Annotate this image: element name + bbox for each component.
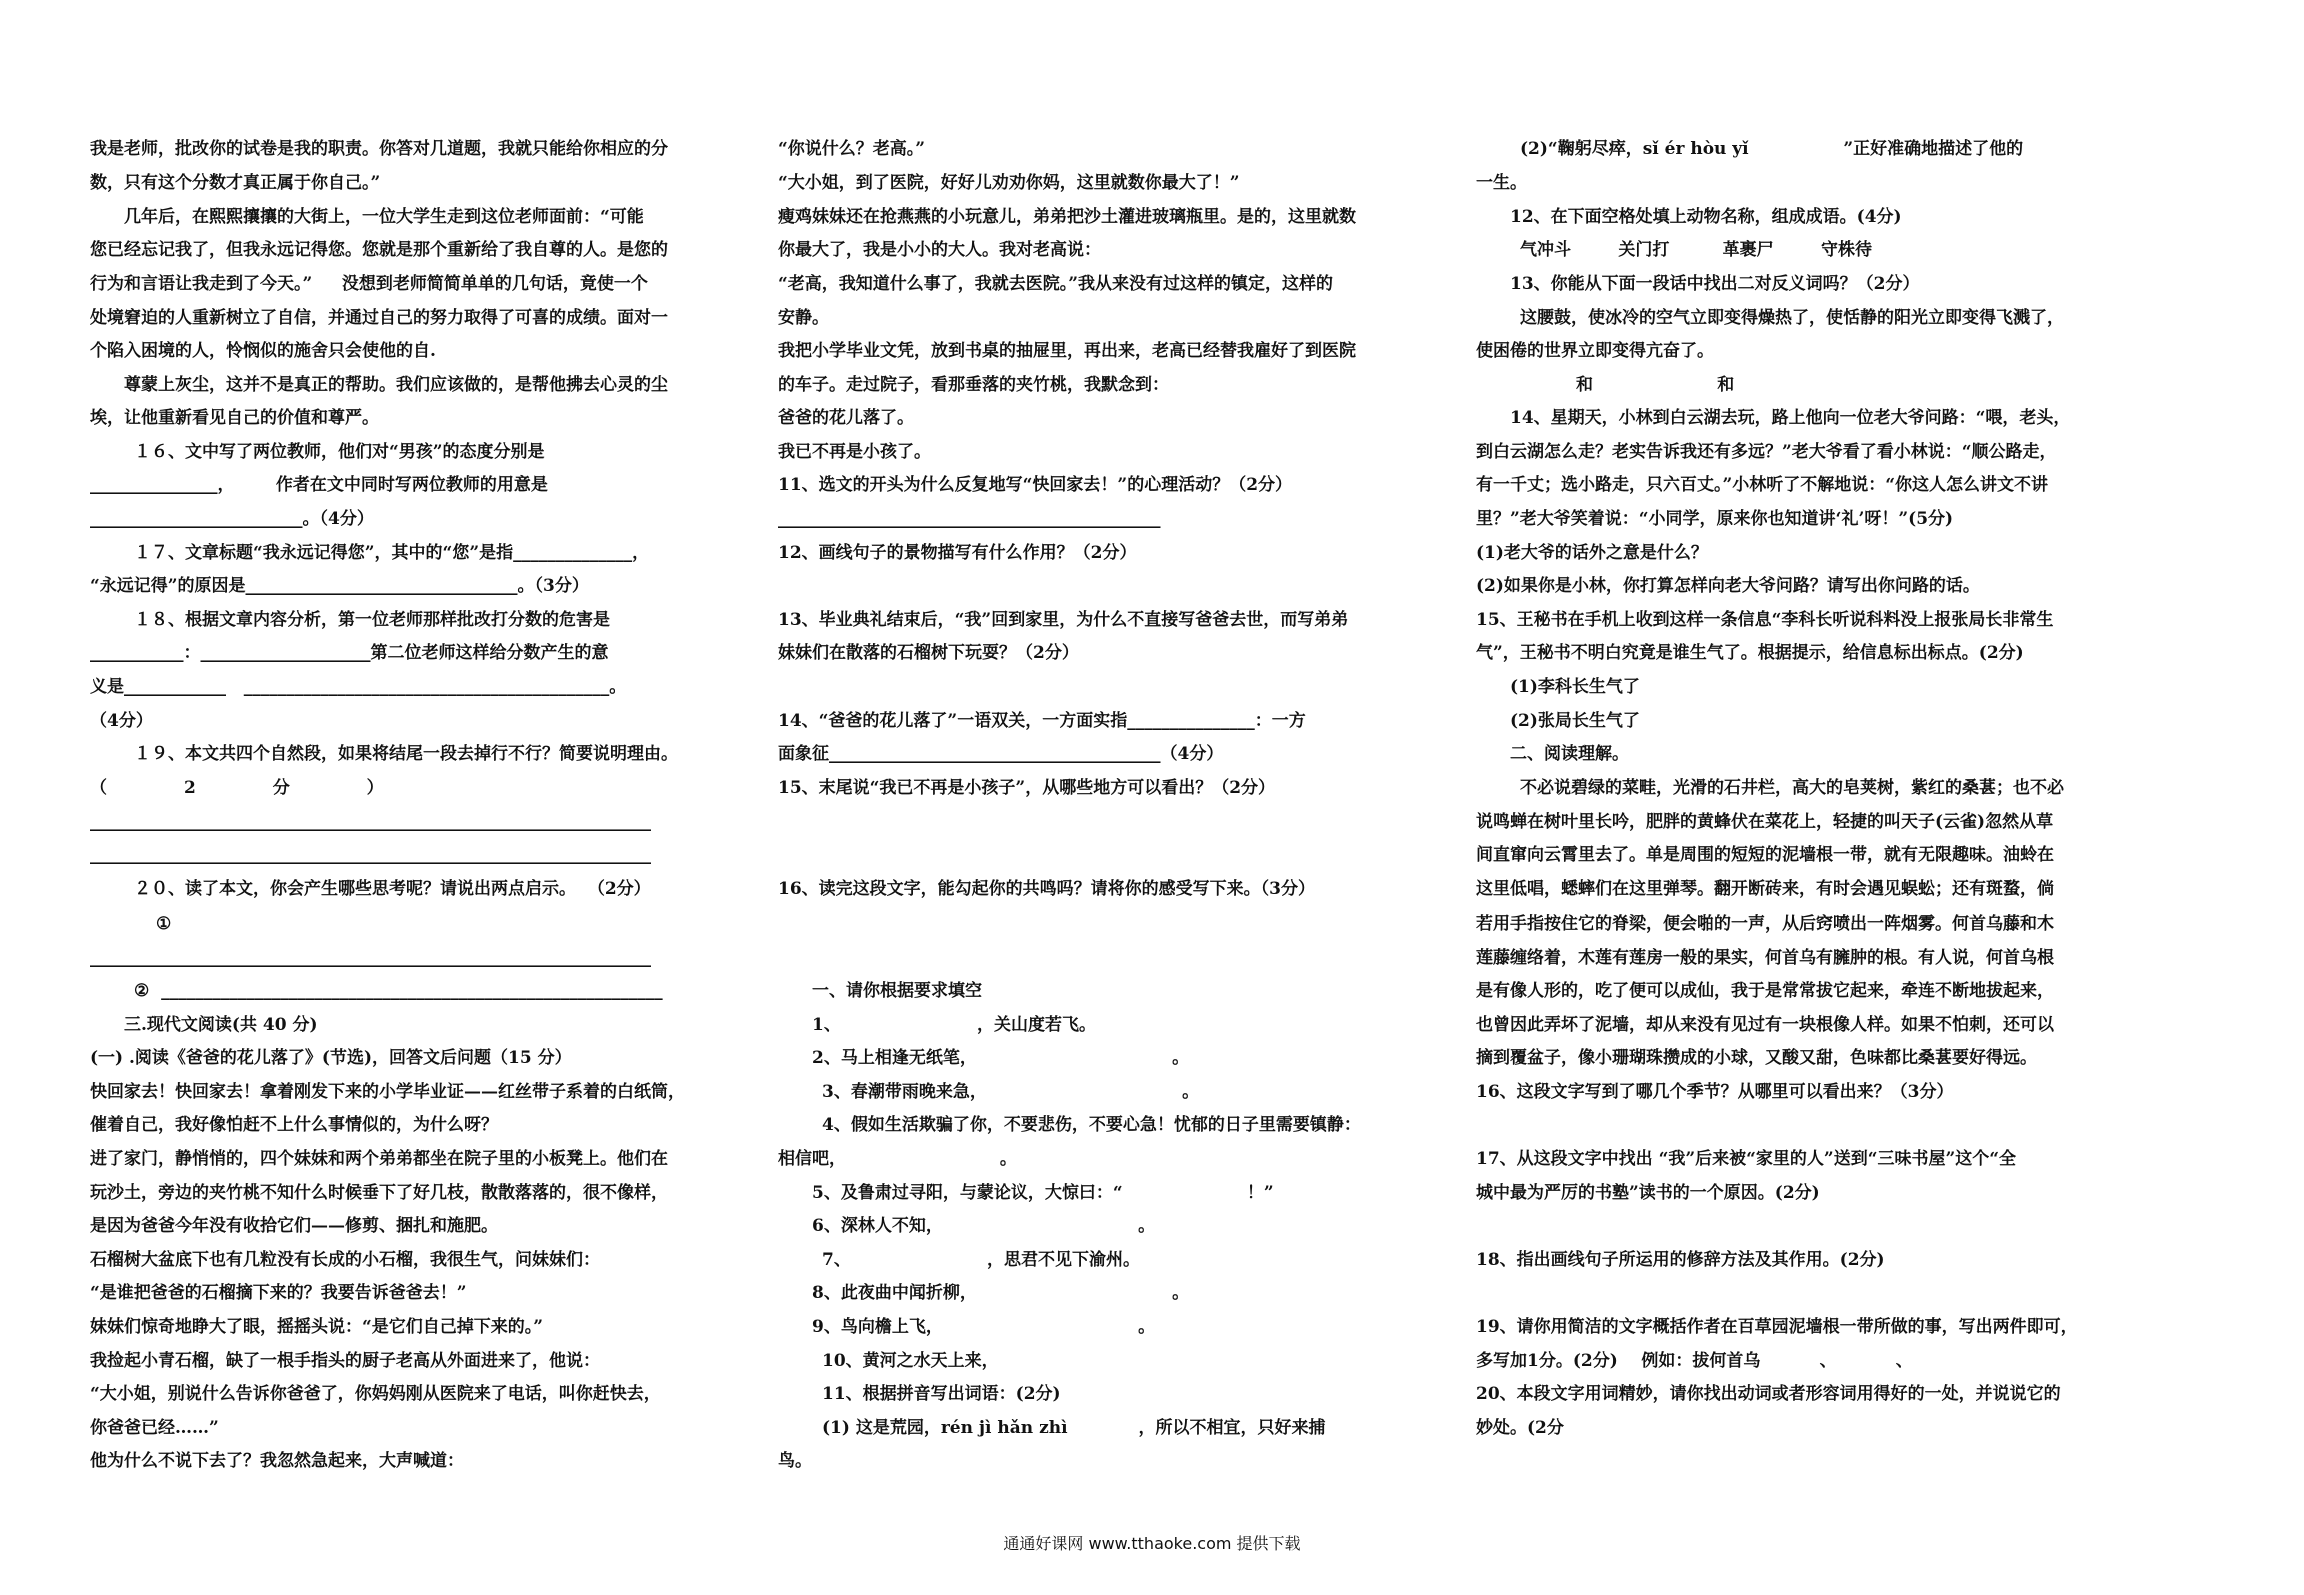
text-line: (一) .阅读《爸爸的花儿落了》(节选)，回答文后问题（15 分）: [90, 1048, 572, 1068]
text-line: 城中最为严厉的书塾”读书的一个原因。(2分): [1476, 1183, 1820, 1203]
text-line: 义是____________ ___________________________________________。: [90, 677, 627, 697]
text-line: （ 2 分 ）: [90, 778, 384, 798]
text-line: 妹妹们惊奇地睁大了眼，摇摇头说：“是它们自己掉下来的。”: [90, 1317, 544, 1337]
text-line: 13、你能从下面一段话中找出二对反义词吗？（2分）: [1510, 274, 1920, 294]
text-line: 使困倦的世界立即变得亢奋了。: [1476, 341, 1714, 361]
text-line: 5、及鲁肃过寻阳，与蒙论议，大惊曰：“ ！”: [812, 1183, 1274, 1203]
text-line: 16、这段文字写到了哪几个季节？从哪里可以看出来？（3分）: [1476, 1082, 1954, 1102]
text-line: 也曾因此弄坏了泥墙，却从来没有见过有一块根像人样。如果不怕刺，还可以: [1476, 1015, 2054, 1035]
text-line: _____________________________________________: [778, 509, 1161, 529]
text-line: ___________：____________________第二位老师这样给分数产生的意: [90, 643, 609, 663]
text-line: 进了家门，静悄悄的，四个妹妹和两个弟弟都坐在院子里的小板凳上。他们在: [90, 1149, 668, 1169]
text-line: 16、读完这段文字，能勾起你的共鸣吗？请将你的感受写下来。（3分）: [778, 879, 1315, 899]
text-line: 4、假如生活欺骗了你，不要悲伤，不要心急！忧郁的日子里需要镇静：: [822, 1115, 1361, 1135]
text-line: 17、从这段文字中找出 “我”后来被“家里的人”送到“三味书屋”这个“全: [1476, 1149, 2017, 1169]
text-line: 面象征_______________________________________（4分）: [778, 744, 1224, 764]
text-line: 安静。: [778, 308, 829, 328]
text-line: 气冲斗 关门打 革裹尸 守株待: [1520, 240, 1872, 260]
text-line: (2)张局长生气了: [1510, 711, 1640, 731]
text-line: 说鸣蝉在树叶里长吟，肥胖的黄蜂伏在菜花上，轻捷的叫天子(云雀)忽然从草: [1476, 812, 2054, 832]
text-line: 到白云湖怎么走？老实告诉我还有多远？”老大爷看了看小林说：“顺公路走，: [1476, 442, 2057, 462]
text-line: 妙处。(2分: [1476, 1418, 1564, 1438]
text-line: 13、毕业典礼结束后，“我”回到家里，为什么不直接写爸爸去世，而写弟弟: [778, 610, 1349, 630]
text-line: 11、根据拼音写出词语：(2分): [822, 1384, 1061, 1404]
text-line: 有一千丈；选小路走，只六百丈。”小林听了不解地说：“你这人怎么讲文不讲: [1476, 475, 2049, 495]
text-line: __________________________________________________________________: [90, 845, 651, 865]
text-line: １９、本文共四个自然段，如果将结尾一段去掉行不行？简要说明理由。: [134, 744, 678, 764]
text-line: 3、春潮带雨晚来急， 。: [822, 1082, 1200, 1102]
text-line: 一生。: [1476, 173, 1527, 193]
text-line: 不必说碧绿的菜畦，光滑的石井栏，高大的皂荚树，紫红的桑葚；也不必: [1520, 778, 2064, 798]
text-line: 1、 ，关山度若飞。: [812, 1015, 1096, 1035]
text-line: 你最大了，我是小小的大人。我对老高说：: [778, 240, 1101, 260]
text-line: 多写加1分。(2分) 例如：拔何首乌 、 、: [1476, 1351, 1913, 1371]
text-line: 若用手指按住它的脊梁，便会啪的一声，从后窍喷出一阵烟雾。何首乌藤和木: [1476, 914, 2054, 934]
text-line: “老高，我知道什么事了，我就去医院。”我从来没有过这样的镇定，这样的: [778, 274, 1334, 294]
text-line: 我捡起小青石榴，缺了一根手指头的厨子老高从外面进来了，他说：: [90, 1351, 600, 1371]
text-line: 行为和言语让我走到了今天。” 没想到老师简简单单的几句话，竟使一个: [90, 274, 648, 294]
text-line: 石榴树大盆底下也有几粒没有长成的小石榴，我很生气，问妹妹们：: [90, 1250, 600, 1270]
text-line: 相信吧， 。: [778, 1149, 1017, 1169]
text-line: 莲藤缠络着，木莲有莲房一般的果实，何首乌有臃肿的根。有人说，何首乌根: [1476, 948, 2054, 968]
text-line: 8、此夜曲中闻折柳， 。: [812, 1283, 1190, 1303]
text-line: 20、本段文字用词精妙，请你找出动词或者形容词用得好的一处，并说说它的: [1476, 1384, 2061, 1404]
text-line: 几年后，在熙熙攘攘的大街上，一位大学生走到这位老师面前：“可能: [124, 207, 644, 227]
text-line: 瘦鸡妹妹还在抢燕燕的小玩意儿，弟弟把沙土灌进玻璃瓶里。是的，这里就数: [778, 207, 1356, 227]
text-line: ② ___________________________________________________________: [134, 981, 663, 1001]
text-line: 这腰鼓，使冰冷的空气立即变得燥热了，使恬静的阳光立即变得飞溅了，: [1520, 308, 2064, 328]
text-line: “永远记得”的原因是________________________________。（3分）: [90, 576, 589, 596]
text-line: 2、马上相逢无纸笔， 。: [812, 1048, 1190, 1068]
text-line: _______________， 作者在文中同时写两位教师的用意是: [90, 475, 548, 495]
text-line: ①: [156, 914, 172, 934]
text-line: 15、王秘书在手机上收到这样一条信息“李科长听说科料没上报张局长非常生: [1476, 610, 2054, 630]
text-line: １７、文章标题“我永远记得您”，其中的“您”是指______________，: [134, 543, 650, 563]
text-line: 19、请你用简洁的文字概括作者在百草园泥墙根一带所做的事，写出两件即可，: [1476, 1317, 2078, 1337]
text-line: 二、阅读理解。: [1510, 744, 1629, 764]
text-line: 您已经忘记我了，但我永远记得您。您就是那个重新给了我自尊的人。是您的: [90, 240, 668, 260]
text-line: “大小姐，到了医院，好好儿劝劝你妈，这里就数你最大了！”: [778, 173, 1240, 193]
text-line: 处境窘迫的人重新树立了自信，并通过自己的努力取得了可喜的成绩。面对一: [90, 308, 668, 328]
text-line: (2)如果你是小林，你打算怎样向老大爷问路？请写出你问路的话。: [1476, 576, 1980, 596]
text-line: (2)“鞠躬尽瘁，sǐ ér hòu yǐ ”正好准确地描述了他的: [1520, 139, 2024, 159]
text-line: 鸟。: [778, 1451, 812, 1471]
text-line: 催着自己，我好像怕赶不上什么事情似的，为什么呀？: [90, 1115, 498, 1135]
text-line: 个陷入困境的人，怜悯似的施舍只会使他的自.: [90, 341, 436, 361]
text-line: 一、请你根据要求填空: [812, 981, 982, 1001]
page-footer: 通通好课网 www.tthaoke.com 提供下载: [1003, 1534, 1301, 1553]
text-line: 14、“爸爸的花儿落了”一语双关，一方面实指_______________：一方: [778, 711, 1306, 731]
text-line: 的车子。走过院子，看那垂落的夹竹桃，我默念到：: [778, 375, 1169, 395]
text-line: 间直窜向云霄里去了。单是周围的短短的泥墙根一带，就有无限趣味。油蛉在: [1476, 845, 2054, 865]
text-line: 摘到覆盆子，像小珊瑚珠攒成的小球，又酸又甜，色味都比桑葚要好得远。: [1476, 1048, 2037, 1068]
text-line: 这里低唱，蟋蟀们在这里弹琴。翻开断砖来，有时会遇见蜈蚣；还有斑蝥，倘: [1476, 879, 2054, 899]
text-line: 是有像人形的，吃了便可以成仙，我于是常常拔它起来，牵连不断地拔起来，: [1476, 981, 2054, 1001]
text-line: 数，只有这个分数才真正属于你自己。”: [90, 173, 381, 193]
text-line: 妹妹们在散落的石榴树下玩耍？（2分）: [778, 643, 1079, 663]
text-line: (1)李科长生气了: [1510, 677, 1640, 697]
text-line: 玩沙土，旁边的夹竹桃不知什么时候垂下了好几枝，散散落落的，很不像样，: [90, 1183, 668, 1203]
text-line: 尊蒙上灰尘，这并不是真正的帮助。我们应该做的，是帮他拂去心灵的尘: [124, 375, 668, 395]
text-line: 爸爸的花儿落了。: [778, 408, 914, 428]
text-line: __________________________________________________________________: [90, 948, 651, 968]
text-line: 18、指出画线句子所运用的修辞方法及其作用。(2分): [1476, 1250, 1885, 1270]
text-line: (1) 这是荒园，rén jì hǎn zhì ，所以不相宜，只好来捕: [822, 1418, 1326, 1438]
text-line: 6、深林人不知， 。: [812, 1216, 1156, 1236]
text-line: 14、星期天，小林到白云湖去玩，路上他向一位老大爷问路：“喂，老头，: [1510, 408, 2071, 428]
text-line: (1)老大爷的话外之意是什么？: [1476, 543, 1708, 563]
text-line: 7、 ，思君不见下渝州。: [822, 1250, 1140, 1270]
text-line: 9、鸟向檐上飞， 。: [812, 1317, 1156, 1337]
text-line: 三.现代文阅读(共 40 分): [124, 1015, 318, 1035]
text-line: 我已不再是小孩了。: [778, 442, 931, 462]
text-line: 10、黄河之水天上来，: [822, 1351, 999, 1371]
text-line: ２０、读了本文，你会产生哪些思考呢？请说出两点启示。 （2分）: [134, 879, 651, 899]
text-line: 快回家去！快回家去！拿着刚发下来的小学毕业证——红丝带子系着的白纸筒，: [90, 1082, 685, 1102]
text-line: 和 和: [1576, 375, 1735, 395]
text-line: _________________________。（4分）: [90, 509, 374, 529]
text-line: 是因为爸爸今年没有收拾它们——修剪、捆扎和施肥。: [90, 1216, 498, 1236]
text-line: 12、画线句子的景物描写有什么作用？（2分）: [778, 543, 1137, 563]
text-line: （4分）: [90, 711, 153, 731]
text-line: 12、在下面空格处填上动物名称，组成成语。(4分): [1510, 207, 1902, 227]
text-line: 他为什么不说下去了？我忽然急起来，大声喊道：: [90, 1451, 464, 1471]
text-line: __________________________________________________________________: [90, 812, 651, 832]
text-line: 埃，让他重新看见自己的价值和尊严。: [90, 408, 379, 428]
text-line: “是谁把爸爸的石榴摘下来的？我要告诉爸爸去！”: [90, 1283, 467, 1303]
text-line: “你说什么？老高。”: [778, 139, 926, 159]
text-line: 气”，王秘书不明白究竟是谁生气了。根据提示，给信息标出标点。(2分): [1476, 643, 2024, 663]
text-line: “大小姐，别说什么告诉你爸爸了，你妈妈刚从医院来了电话，叫你赶快去，: [90, 1384, 661, 1404]
text-line: 你爸爸已经……”: [90, 1418, 219, 1438]
text-line: １８、根据文章内容分析，第一位老师那样批改打分数的危害是: [134, 610, 610, 630]
text-line: 我把小学毕业文凭，放到书桌的抽屉里，再出来，老高已经替我雇好了到医院: [778, 341, 1356, 361]
text-line: 我是老师，批改你的试卷是我的职责。你答对几道题，我就只能给你相应的分: [90, 139, 668, 159]
text-line: 15、末尾说“我已不再是小孩子”，从哪些地方可以看出？（2分）: [778, 778, 1276, 798]
text-line: １６、文中写了两位教师，他们对“男孩”的态度分别是: [134, 442, 545, 462]
text-line: 里？”老大爷笑着说：“小同学，原来你也知道讲‘礼’呀！”(5分): [1476, 509, 1954, 529]
text-line: 11、选文的开头为什么反复地写“快回家去！”的心理活动？（2分）: [778, 475, 1293, 495]
